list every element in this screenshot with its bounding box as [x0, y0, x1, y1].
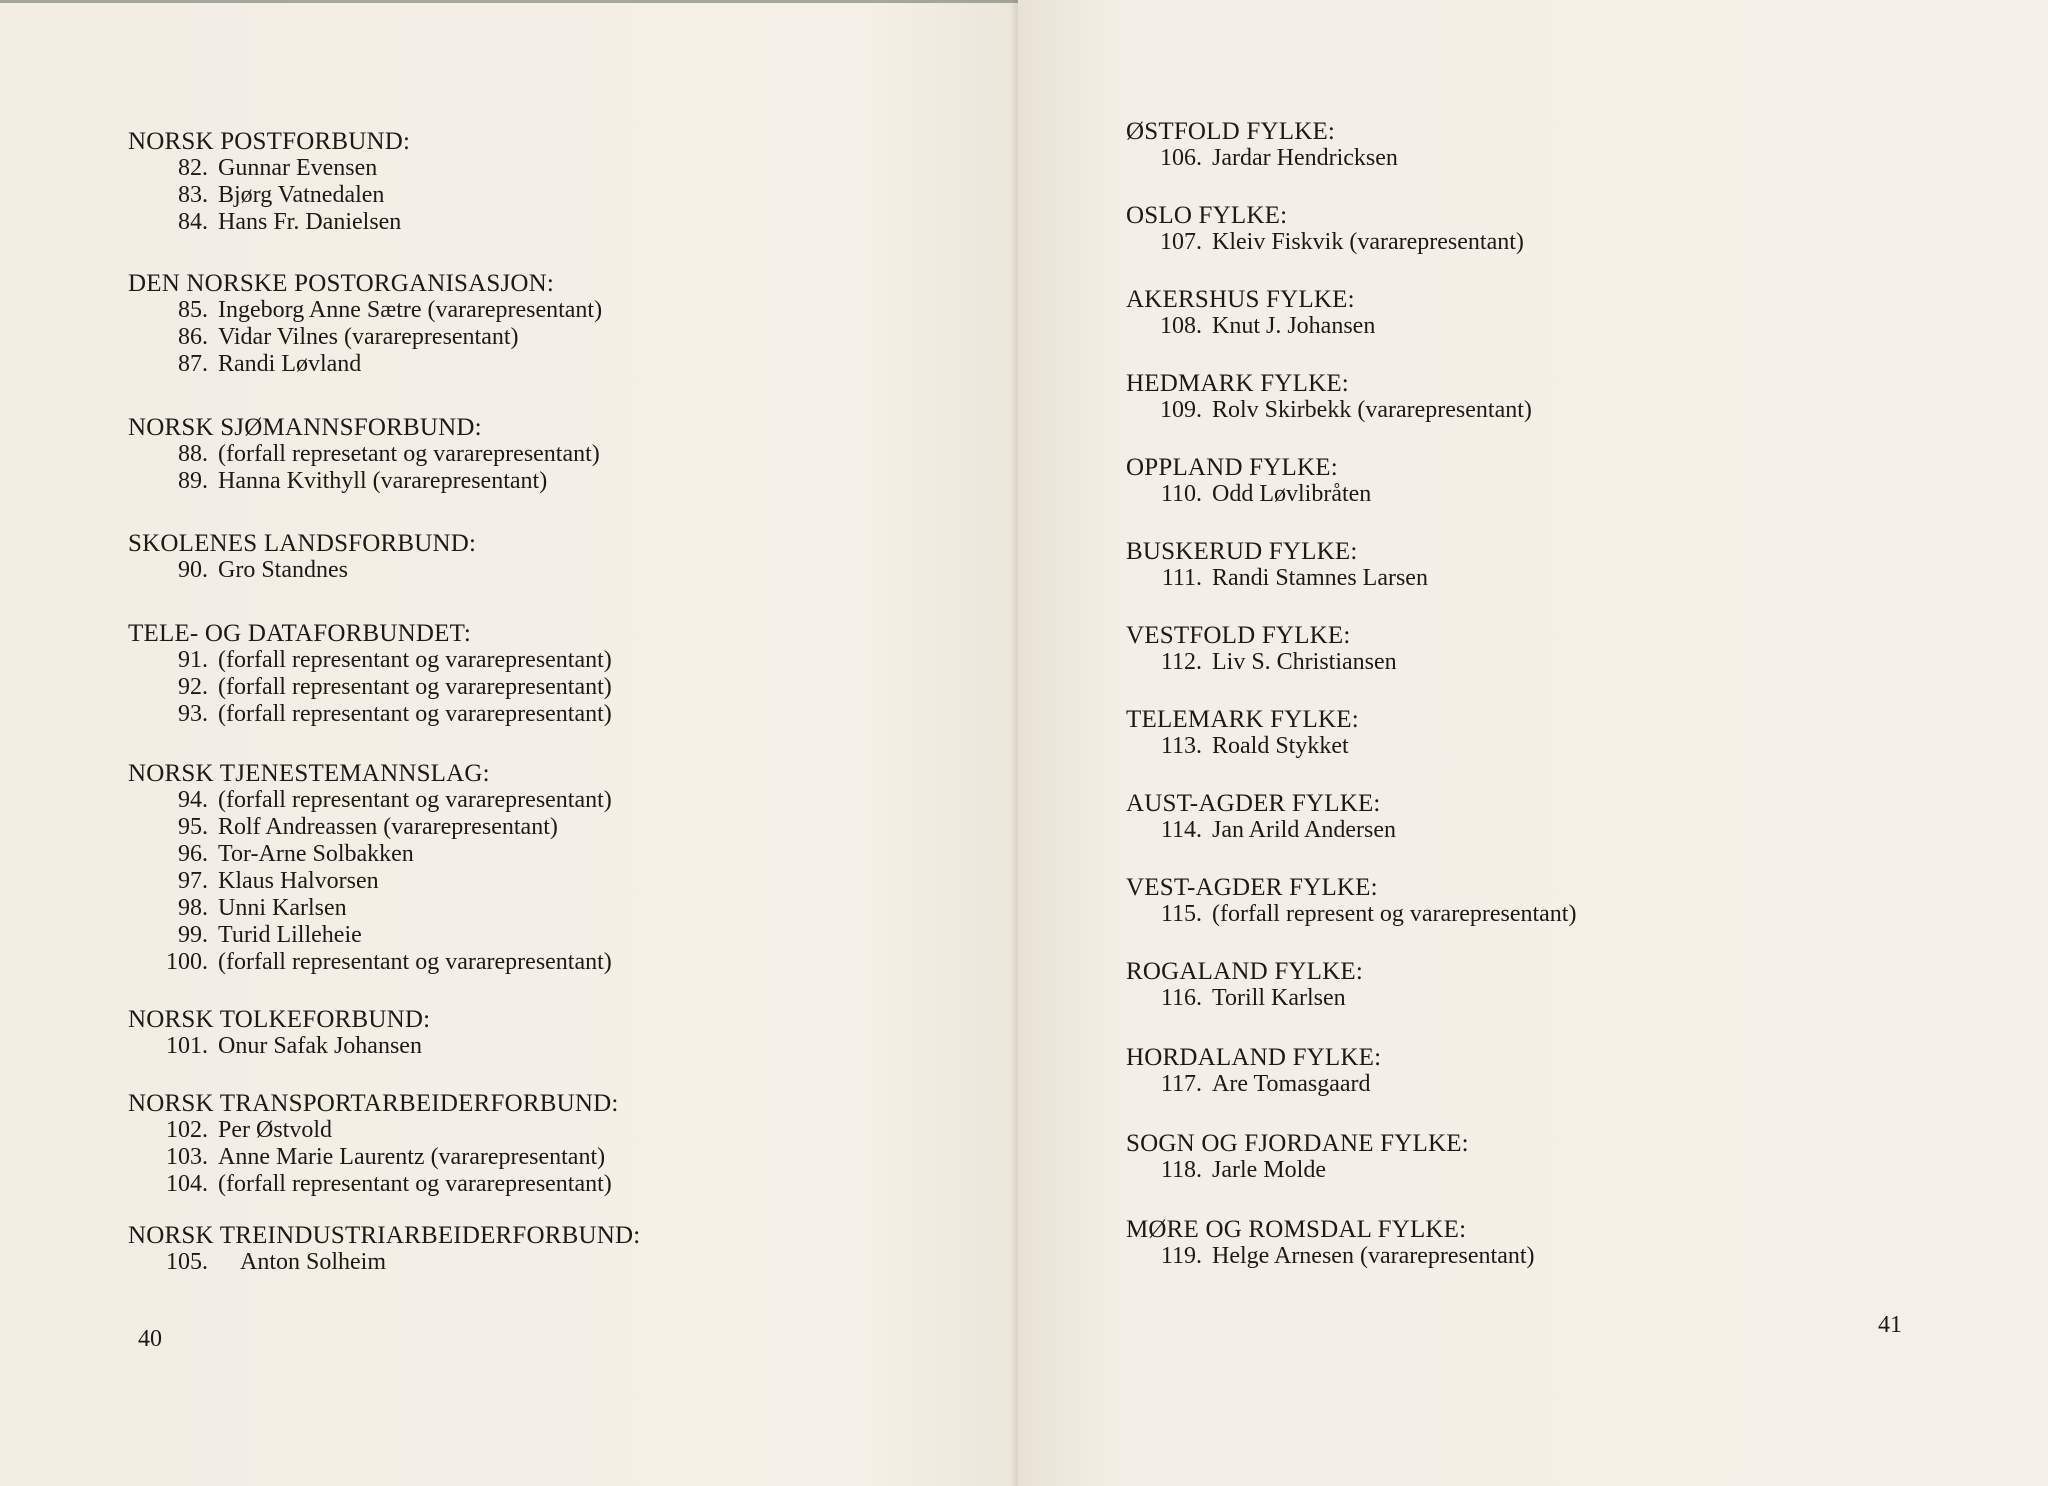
list-item: 96. Tor-Arne Solbakken [178, 841, 414, 867]
list-item: 101. Onur Safak Johansen [166, 1033, 422, 1059]
section-heading: SKOLENES LANDSFORBUND: [128, 530, 477, 557]
section-hedmark-fylke [1126, 370, 1532, 424]
section-heading: OSLO FYLKE: [1126, 202, 1288, 229]
page-number: 41 [1878, 1312, 1902, 1338]
section-norsk-postforbund [128, 128, 410, 236]
list-item: 100. (forfall representant og vararepresentant) [166, 949, 612, 975]
list-item: 106. Jardar Hendricksen [1160, 145, 1398, 171]
page-edge-line [0, 0, 1018, 3]
section-hordaland-fylke [1126, 1044, 1381, 1098]
list-item: 102. Per Østvold [166, 1117, 332, 1143]
list-item: 88. (forfall represetant og vararepresentant) [178, 441, 600, 467]
section-akershus-fylke [1126, 286, 1375, 340]
section-telemark-fylke [1126, 706, 1359, 760]
section-heading: VEST-AGDER FYLKE: [1126, 874, 1378, 901]
section-rogaland-fylke [1126, 958, 1363, 1012]
section-heading: AKERSHUS FYLKE: [1126, 286, 1355, 313]
section-heading: HEDMARK FYLKE: [1126, 370, 1349, 397]
list-item: 108. Knut J. Johansen [1160, 313, 1376, 339]
list-item: 110. Odd Løvlibråten [1160, 481, 1372, 507]
list-item: 84. Hans Fr. Danielsen [178, 209, 402, 235]
list-item: 116. Torill Karlsen [1160, 985, 1346, 1011]
page-number: 40 [138, 1326, 162, 1352]
section-heading: NORSK TREINDUSTRIARBEIDERFORBUND: [128, 1222, 641, 1249]
list-item: 89. Hanna Kvithyll (vararepresentant) [178, 468, 548, 494]
section-norsk-transportarbeiderforbund [128, 1090, 619, 1198]
section-heading: ØSTFOLD FYLKE: [1126, 118, 1336, 145]
section-heading: BUSKERUD FYLKE: [1126, 538, 1358, 565]
section-heading: ROGALAND FYLKE: [1126, 958, 1364, 985]
section-heading: NORSK SJØMANNSFORBUND: [128, 414, 482, 441]
section-heading: MØRE OG ROMSDAL FYLKE: [1126, 1216, 1467, 1243]
section-heading: NORSK TOLKEFORBUND: [128, 1006, 431, 1033]
list-item: 87. Randi Løvland [178, 351, 362, 377]
list-item: 86. Vidar Vilnes (vararepresentant) [178, 324, 519, 350]
section-norsk-treindustriarbeiderforbund [128, 1222, 640, 1276]
section-sogn-og-fjordane-fylke [1126, 1130, 1469, 1184]
list-item: 85. Ingeborg Anne Sætre (vararepresentant) [178, 297, 603, 323]
list-item: 117. Are Tomasgaard [1160, 1071, 1371, 1097]
section-heading: DEN NORSKE POSTORGANISASJON: [128, 270, 555, 297]
section-heading: NORSK TJENESTEMANNSLAG: [128, 760, 490, 787]
list-item: 82. Gunnar Evensen [178, 155, 378, 181]
section-den-norske-postorganisasjon [128, 270, 602, 378]
list-item: 99. Turid Lilleheie [178, 922, 362, 948]
section-heading: SOGN OG FJORDANE FYLKE: [1126, 1130, 1469, 1157]
list-item: 119. Helge Arnesen (vararepresentant) [1160, 1243, 1535, 1269]
list-item: 111. Randi Stamnes Larsen [1161, 565, 1428, 591]
list-item: 90. Gro Standnes [178, 557, 348, 583]
section-heading: NORSK TRANSPORTARBEIDERFORBUND: [128, 1090, 619, 1117]
section-heading: AUST-AGDER FYLKE: [1126, 790, 1381, 817]
section-norsk-tjenestemannslag [128, 760, 612, 976]
list-item: 83. Bjørg Vatnedalen [178, 182, 385, 208]
list-item: 103. Anne Marie Laurentz (vararepresentant) [166, 1144, 606, 1170]
list-item: 104. (forfall representant og vararepresentant) [166, 1171, 612, 1197]
list-item: 115. (forfall represent og vararepresentant) [1160, 901, 1577, 927]
section-oslo-fylke [1126, 202, 1524, 256]
section-norsk-tolkeforbund [128, 1006, 430, 1060]
list-item: 105. Anton Solheim [166, 1249, 387, 1275]
section-heading: VESTFOLD FYLKE: [1126, 622, 1351, 649]
section-aust-agder-fylke [1126, 790, 1396, 844]
list-item: 94. (forfall representant og vararepresentant) [178, 787, 612, 813]
section-heading: NORSK POSTFORBUND: [128, 128, 411, 155]
list-item: 91. (forfall representant og vararepresentant) [178, 647, 612, 673]
section-norsk-sjomannsforbund [128, 414, 600, 495]
section-heading: TELEMARK FYLKE: [1126, 706, 1359, 733]
list-item: 93. (forfall representant og vararepresentant) [178, 701, 612, 727]
right-page [1018, 0, 2048, 1486]
left-page [0, 0, 1018, 1486]
list-item: 109. Rolv Skirbekk (vararepresentant) [1160, 397, 1532, 423]
list-item: 97. Klaus Halvorsen [178, 868, 379, 894]
section-heading: TELE- OG DATAFORBUNDET: [128, 620, 471, 647]
section-heading: HORDALAND FYLKE: [1126, 1044, 1382, 1071]
list-item: 95. Rolf Andreassen (vararepresentant) [178, 814, 558, 840]
section-buskerud-fylke [1126, 538, 1428, 592]
section-ostfold-fylke [1126, 118, 1398, 172]
list-item: 98. Unni Karlsen [178, 895, 347, 921]
section-vestfold-fylke [1126, 622, 1397, 676]
section-heading: OPPLAND FYLKE: [1126, 454, 1338, 481]
section-tele-og-dataforbundet [128, 620, 612, 728]
list-item: 113. Roald Stykket [1160, 733, 1349, 759]
section-oppland-fylke [1126, 454, 1371, 508]
section-more-og-romsdal-fylke [1126, 1216, 1535, 1270]
section-vest-agder-fylke [1126, 874, 1576, 928]
list-item: 114. Jan Arild Andersen [1160, 817, 1396, 843]
list-item: 107. Kleiv Fiskvik (vararepresentant) [1160, 229, 1524, 255]
list-item: 92. (forfall representant og vararepresentant) [178, 674, 612, 700]
section-skolenes-landsforbund [128, 530, 476, 584]
list-item: 118. Jarle Molde [1160, 1157, 1326, 1183]
list-item: 112. Liv S. Christiansen [1160, 649, 1397, 675]
